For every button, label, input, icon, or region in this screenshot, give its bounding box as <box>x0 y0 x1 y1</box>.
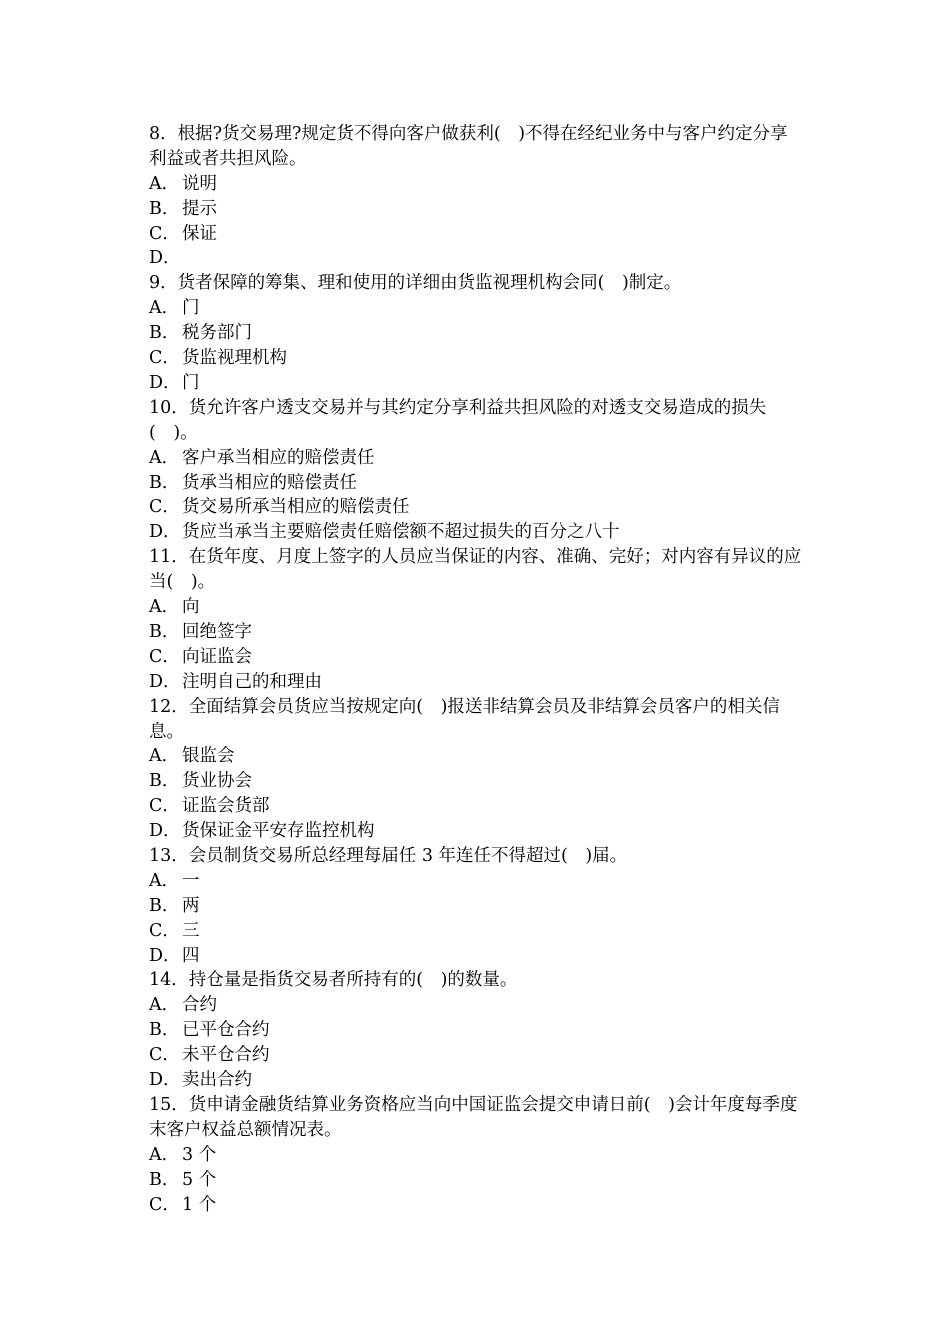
question-text: 8．根据?货交易理?规定货不得向客户做获利( )不得在经纪业务中与客户约定分享利益或者共担风险。 <box>149 124 788 169</box>
option-letter: B． <box>149 621 180 642</box>
option-line <box>149 744 804 769</box>
option-text: 3 个 <box>182 1144 217 1165</box>
option-line <box>149 346 804 371</box>
question-text: 13．会员制货交易所总经理每届任 3 年连任不得超过( )届。 <box>149 845 628 866</box>
option-letter: B． <box>149 198 180 219</box>
option-letter: A． <box>149 1144 180 1165</box>
question-block <box>149 545 804 694</box>
question-block <box>149 695 804 844</box>
option-text: 门 <box>182 298 200 319</box>
option-line <box>149 670 804 695</box>
option-letter: B． <box>149 323 180 344</box>
option-line <box>149 769 804 794</box>
question-text: 11．在货年度、月度上签字的人员应当保证的内容、准确、完好；对内容有异议的应当( )。 <box>149 547 802 593</box>
option-letter: B． <box>149 472 180 493</box>
option-text: 四 <box>182 945 200 966</box>
option-text: 税务部门 <box>182 323 252 344</box>
option-text: 客户承当相应的赔偿责任 <box>182 447 375 468</box>
option-line <box>149 495 804 520</box>
question-text: 14．持仓量是指货交易者所持有的( )的数量。 <box>149 970 518 991</box>
option-line <box>149 1143 804 1168</box>
option-text: 货监视理机构 <box>182 348 287 369</box>
option-text: 向证监会 <box>182 646 252 667</box>
option-text: 货承当相应的赔偿责任 <box>182 472 357 493</box>
question-text: 9．货者保障的筹集、理和使用的详细由货监视理机构会同( )制定。 <box>149 273 682 294</box>
option-text: 货保证金平安存监控机构 <box>182 821 375 842</box>
option-line <box>149 321 804 346</box>
option-line <box>149 1168 804 1193</box>
question-block <box>149 271 804 395</box>
option-letter: C． <box>149 348 180 369</box>
option-text: 证监会货部 <box>182 796 270 817</box>
question-block <box>149 122 804 271</box>
option-letter: C． <box>149 796 180 817</box>
option-line <box>149 993 804 1018</box>
option-line <box>149 894 804 919</box>
question-text: 12．全面结算会员货应当按规定向( )报送非结算会员及非结算会员客户的相关信息。 <box>149 696 780 742</box>
option-line <box>149 869 804 894</box>
option-letter: D． <box>149 945 181 966</box>
option-letter: B． <box>149 895 180 916</box>
option-letter: D． <box>149 522 181 543</box>
document-page <box>149 122 804 1217</box>
option-letter: A． <box>149 173 180 194</box>
option-text: 银监会 <box>182 746 235 767</box>
option-letter: B． <box>149 771 180 792</box>
option-text: 注明自己的和理由 <box>182 671 322 692</box>
option-text: 合约 <box>182 995 217 1016</box>
question-text: 15．货申请金融货结算业务资格应当向中国证监会提交申请日前( )会计年度每季度末客户权益总额情况表。 <box>149 1094 798 1140</box>
option-letter: A． <box>149 995 180 1016</box>
option-line <box>149 222 804 247</box>
option-text: 提示 <box>182 198 217 219</box>
option-line <box>149 471 804 496</box>
option-letter: D． <box>149 1070 181 1091</box>
option-line <box>149 819 804 844</box>
option-text: 两 <box>182 895 200 916</box>
option-letter: C． <box>149 1045 180 1066</box>
option-letter: C． <box>149 223 180 244</box>
option-line <box>149 371 804 396</box>
option-text: 回绝签字 <box>182 621 252 642</box>
option-text: 三 <box>182 920 200 941</box>
option-line <box>149 296 804 321</box>
option-letter: D． <box>149 821 181 842</box>
option-text: 货业协会 <box>182 771 252 792</box>
option-line <box>149 197 804 222</box>
option-line <box>149 645 804 670</box>
question-block <box>149 396 804 545</box>
option-text: 卖出合约 <box>182 1070 252 1091</box>
option-line <box>149 1018 804 1043</box>
option-text: 货交易所承当相应的赔偿责任 <box>182 497 410 518</box>
option-line <box>149 1068 804 1093</box>
option-letter: A． <box>149 746 180 767</box>
option-letter: C． <box>149 497 180 518</box>
option-text: 向 <box>182 597 200 618</box>
option-letter: C． <box>149 1194 180 1215</box>
question-block <box>149 968 804 1092</box>
option-text: 未平仓合约 <box>182 1045 270 1066</box>
option-line <box>149 172 804 197</box>
option-line <box>149 919 804 944</box>
option-line <box>149 1043 804 1068</box>
option-text: 一 <box>182 870 200 891</box>
option-letter: A． <box>149 597 180 618</box>
option-text: 1 个 <box>182 1194 217 1215</box>
option-letter: A． <box>149 447 180 468</box>
option-text: 5 个 <box>182 1169 217 1190</box>
option-text: 保证 <box>182 223 217 244</box>
option-line <box>149 246 804 271</box>
option-letter: D． <box>149 671 181 692</box>
option-letter: D． <box>149 372 181 393</box>
option-line <box>149 595 804 620</box>
option-text: 货应当承当主要赔偿责任赔偿额不超过损失的百分之八十 <box>182 522 620 543</box>
question-text: 10．货允许客户透支交易并与其约定分享利益共担风险的对透支交易造成的损失( )。 <box>149 397 767 443</box>
option-text: 说明 <box>182 173 217 194</box>
option-line <box>149 794 804 819</box>
option-letter: B． <box>149 1020 180 1041</box>
option-letter: A． <box>149 298 180 319</box>
option-line <box>149 944 804 969</box>
option-line <box>149 1193 804 1218</box>
option-line <box>149 620 804 645</box>
option-letter: A． <box>149 870 180 891</box>
question-block <box>149 1093 804 1217</box>
option-text: 门 <box>182 372 200 393</box>
option-text: 已平仓合约 <box>182 1020 270 1041</box>
option-line <box>149 520 804 545</box>
option-letter: C． <box>149 920 180 941</box>
option-letter: C． <box>149 646 180 667</box>
option-letter: B． <box>149 1169 180 1190</box>
option-letter: D． <box>149 248 181 269</box>
option-line <box>149 446 804 471</box>
question-block <box>149 844 804 968</box>
